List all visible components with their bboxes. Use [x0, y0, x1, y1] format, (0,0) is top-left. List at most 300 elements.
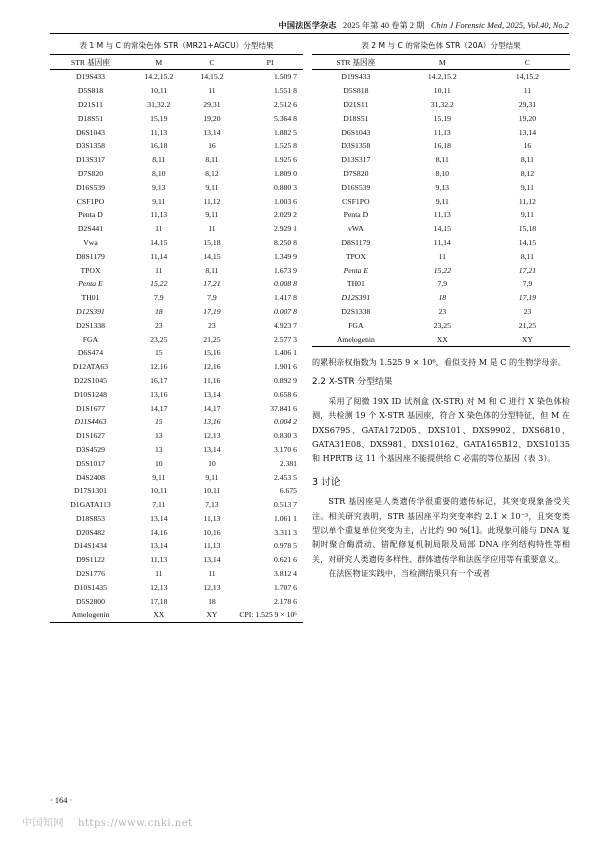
cell-m: 11,13 [150, 555, 168, 565]
cell-c: 29,31 [518, 99, 537, 109]
cell-c: 11,12 [203, 196, 221, 206]
watermark-url: https://www.cnki.net [78, 818, 193, 829]
cell-locus: FGA [348, 320, 364, 330]
cell-pi: 1.349 9 [273, 251, 297, 261]
cell-locus: Penta D [343, 210, 369, 220]
cell-pi: 2.929 1 [273, 224, 297, 234]
table-row [50, 346, 303, 360]
cell-locus: D16S539 [75, 182, 105, 192]
cell-c: 13,16 [203, 417, 221, 427]
cell-c: 15,18 [518, 224, 537, 234]
cell-m: 10,11 [433, 86, 451, 96]
table-row [50, 98, 303, 112]
cell-c: XY [485, 332, 570, 346]
cell-m: 9,11 [152, 196, 166, 206]
cell-locus: D12S391 [341, 293, 371, 303]
cell-m: 15,19 [433, 113, 451, 123]
cell-c: 14,15 [203, 251, 221, 261]
table-row [50, 332, 303, 346]
cell-c: 11 [208, 224, 216, 234]
cell-pi: 2.512 6 [273, 99, 297, 109]
cell-locus: D12S391 [76, 306, 105, 316]
cell-m: 11,13 [150, 127, 168, 137]
table-row [50, 318, 303, 332]
cell-c: 7,9 [522, 279, 533, 289]
cell-locus: D1GATA113 [70, 500, 111, 510]
table-row [50, 429, 303, 443]
cell-pi: 5.364 8 [273, 113, 297, 123]
cell-m: 9,11 [152, 472, 166, 482]
section-3-heading: 3 讨论 [312, 476, 341, 488]
cell-locus: D18S51 [77, 113, 104, 123]
cell-pi: 1.525 8 [273, 141, 297, 151]
cell-c: 13,14 [203, 555, 221, 565]
table-row [50, 580, 303, 594]
cell-locus: Vwa [83, 237, 98, 247]
cell-m: 15,22 [433, 265, 451, 275]
cell-c: 12,16 [203, 362, 221, 372]
cell-c: 13,14 [203, 127, 221, 137]
cell-c: 29,31 [203, 99, 221, 109]
paragraph-discussion-continued: 在法医物证实践中，当检测结果只有一个或者 [328, 568, 491, 579]
cell-m: 23,25 [433, 320, 451, 330]
cell-locus: D16S539 [341, 182, 371, 192]
cell-c: 9,11 [205, 182, 219, 192]
cell-m: 7,9 [153, 293, 164, 303]
cell-c: 11 [523, 86, 532, 96]
cell-locus: D3S4529 [75, 444, 105, 454]
cell-m: 14,15 [150, 237, 168, 247]
table-row [312, 236, 570, 250]
cell-locus: Penta E [78, 279, 103, 289]
table-row [50, 525, 303, 539]
cell-pi: 1.707 6 [273, 582, 297, 592]
cell-m: 14,17 [150, 403, 168, 413]
cell-locus: D5S818 [343, 86, 369, 96]
watermark [22, 814, 193, 829]
cell-m: 16,18 [433, 141, 451, 151]
cell-m: 10 [154, 458, 163, 468]
table-row [50, 305, 303, 319]
cell-m: 16,17 [150, 375, 168, 385]
cell-c: 11,12 [518, 196, 536, 206]
cell-c: 11 [208, 86, 216, 96]
cell-pi: 1.509 7 [273, 72, 297, 82]
cell-pi: 3.311 3 [274, 527, 297, 537]
table-row [312, 167, 570, 181]
table-row [50, 401, 303, 415]
page-number: · 164 · [50, 796, 73, 805]
cell-locus: CSF1PO [342, 196, 370, 206]
cell-locus: D5S2800 [75, 596, 105, 606]
cell-locus: TPOX [80, 265, 101, 275]
right-column [312, 40, 570, 581]
cell-locus: D2S441 [77, 224, 104, 234]
cell-locus: TPOX [345, 251, 366, 261]
cell-locus: D2S1338 [341, 306, 371, 316]
table-row [312, 263, 570, 277]
cell-locus: D10S1248 [74, 389, 107, 399]
cell-locus: FGA [82, 334, 99, 344]
cell-m: 13,14 [150, 541, 168, 551]
cell-c: 17,19 [518, 293, 537, 303]
table-row [50, 263, 303, 277]
cell-m: 8,11 [152, 155, 166, 165]
cell-locus: D7S820 [77, 168, 104, 178]
cell-pi: 0.004 2 [273, 417, 297, 427]
header-rule [50, 33, 569, 34]
cell-c: 13,14 [203, 389, 221, 399]
cell-c: 9,11 [520, 210, 534, 220]
table-row [50, 236, 303, 250]
table-row [312, 318, 570, 332]
cell-c: 11,16 [203, 375, 221, 385]
cell-locus: D11S4463 [74, 417, 107, 427]
cell-pi: 1.673 9 [273, 265, 297, 275]
table-row [50, 553, 303, 567]
table-row [50, 277, 303, 291]
cell-c: 17,21 [203, 279, 221, 289]
cell-pi: 0.880 3 [273, 182, 297, 192]
cell-locus: D3S1358 [341, 141, 371, 151]
cell-c: 8,12 [520, 168, 535, 178]
cell-c: 13,14 [518, 127, 537, 137]
cell-locus: D1S1627 [75, 431, 105, 441]
cell-locus: CSF1PO [76, 196, 105, 206]
cell-m: 18 [154, 306, 163, 316]
cell-c: 8,11 [520, 251, 534, 261]
cell-locus: D7S820 [343, 168, 369, 178]
table1-caption: 表 1 M 与 C 的常染色体 STR（MR21+AGCU）分型结果 [79, 41, 274, 50]
table-row [312, 249, 570, 263]
cell-m: 15,19 [150, 113, 168, 123]
cell-locus: D10S1435 [74, 582, 107, 592]
cell-pi: 6.675 [279, 486, 297, 496]
table1-body [50, 70, 303, 623]
cell-locus: D2S1338 [75, 320, 105, 330]
cell-pi: 3.170 6 [273, 444, 297, 454]
cell-m: 9,13 [152, 182, 166, 192]
cell-m: 7,9 [437, 279, 448, 289]
table-row [312, 208, 570, 222]
cell-pi: 0.978 5 [273, 541, 297, 551]
cell-m: 13,16 [150, 389, 168, 399]
table2-body [312, 70, 570, 347]
cell-pi: 2.577 3 [273, 334, 297, 344]
table-row [50, 608, 303, 622]
cell-c: 8,12 [205, 168, 219, 178]
cell-pi: 8.250 8 [273, 237, 297, 247]
cell-m: 15,22 [150, 279, 168, 289]
table-row [50, 443, 303, 457]
cell-m: 7,11 [152, 500, 166, 510]
cell-m: 8,11 [435, 155, 449, 165]
cell-locus: D20S482 [75, 527, 105, 537]
table1-header-locus: STR 基因座 [50, 55, 131, 70]
table1-header-c: C [187, 55, 238, 70]
journal-name-cn: 中国法医学杂志 [278, 21, 337, 30]
cell-m: 12,16 [150, 362, 168, 372]
cell-locus: D8S1179 [341, 237, 371, 247]
table-row [312, 305, 570, 319]
table-row [312, 180, 570, 194]
cell-c: 16 [208, 141, 216, 151]
cell-locus: D5S1017 [75, 458, 105, 468]
cell-locus: Amelogenin [312, 332, 400, 346]
cell-locus: D12ATA63 [72, 362, 109, 372]
table-row [312, 277, 570, 291]
cell-m: 15 [154, 417, 163, 427]
table-row [50, 111, 303, 125]
table-row [50, 415, 303, 429]
cell-pi: 2.453 5 [273, 472, 297, 482]
cell-pi: 1.417 8 [273, 293, 297, 303]
cell-pi: 1.551 8 [273, 86, 297, 96]
cell-pi: CPI: 1.525 9 × 10⁶ [237, 608, 303, 622]
cell-m: 14,15 [433, 224, 451, 234]
cell-pi: 2.178 6 [273, 596, 297, 606]
cell-c: 9,11 [205, 210, 219, 220]
cell-m: 11,14 [433, 237, 451, 247]
cell-c: 7,13 [205, 500, 219, 510]
cell-c: 8,11 [205, 265, 219, 275]
cell-c: 7,9 [207, 293, 217, 303]
cell-c: 11,13 [203, 513, 221, 523]
cell-locus: D2S1776 [75, 569, 105, 579]
cell-m: 11,13 [433, 127, 451, 137]
cell-c: 21,25 [203, 334, 221, 344]
cell-pi: 1.061 1 [273, 513, 297, 523]
table-row [50, 84, 303, 98]
cell-m: 11,14 [150, 251, 168, 261]
cell-c: 9,11 [520, 182, 534, 192]
cell-locus: D9S1122 [76, 555, 105, 565]
table-row [312, 98, 570, 112]
cell-c: 11,13 [203, 541, 221, 551]
cell-c: 10,11 [203, 486, 221, 496]
table1-header-m: M [131, 55, 187, 70]
cell-locus: D19S433 [341, 72, 371, 82]
cell-c: 11 [208, 569, 216, 579]
table-row [312, 70, 570, 84]
cell-m: 14.2,15.2 [144, 72, 174, 82]
cell-locus: D17S1301 [74, 486, 107, 496]
section-2-2-heading: 2.2 X-STR 分型结果 [312, 377, 393, 388]
table-row [50, 539, 303, 553]
cell-pi: 1.406 1 [273, 348, 297, 358]
cell-m: 13 [154, 431, 163, 441]
cell-m: 11 [438, 251, 446, 261]
cell-m: 17,18 [150, 596, 168, 606]
cell-pi: 0.621 6 [273, 555, 297, 565]
table-row [312, 125, 570, 139]
table-row [50, 456, 303, 470]
cell-pi: 0.008 8 [273, 279, 297, 289]
paragraph-cpi: 的累积亲权指数为 1.525 9 × 10⁶，看似支持 M 是 C 的生物学母亲。 [312, 356, 566, 367]
table-row [312, 84, 570, 98]
cell-c: 19,20 [518, 113, 537, 123]
cell-pi: 0.658 6 [273, 389, 297, 399]
cell-locus: D6S474 [77, 348, 104, 358]
cell-c: XY [187, 608, 238, 622]
table1 [50, 54, 303, 623]
cell-m: 11 [155, 265, 163, 275]
cell-m: 23,25 [150, 334, 168, 344]
cell-locus: D22S1045 [74, 375, 107, 385]
cell-locus: D21S11 [343, 99, 369, 109]
cell-locus: D1S1677 [75, 403, 105, 413]
watermark-cn: 中国知网 [22, 818, 64, 829]
cell-m: 31,32.2 [430, 99, 454, 109]
table-row [50, 512, 303, 526]
cell-pi: 0.513 7 [273, 500, 297, 510]
table-row [50, 360, 303, 374]
cell-c: 14,15 [518, 237, 537, 247]
cell-c: 12,13 [203, 431, 221, 441]
table-row [312, 111, 570, 125]
table-row [50, 222, 303, 236]
cell-m: XX [131, 608, 187, 622]
table-row [50, 180, 303, 194]
cell-c: 15,16 [203, 348, 221, 358]
cell-c: 17,19 [203, 306, 221, 316]
table-row [50, 291, 303, 305]
cell-c: 16 [523, 141, 532, 151]
cell-m: 11 [155, 569, 163, 579]
cell-c: 19,20 [203, 113, 221, 123]
cell-pi: 4.923 7 [273, 320, 297, 330]
table2-header-m: M [400, 55, 485, 70]
cell-pi: 3.812 4 [273, 569, 297, 579]
table-row [50, 153, 303, 167]
table-row [50, 167, 303, 181]
cell-c: 21,25 [518, 320, 537, 330]
issue-info: 2025 年第 40 卷第 2 期 [343, 21, 425, 30]
cell-c: 14,15.2 [200, 72, 224, 82]
cell-c: 23 [523, 306, 532, 316]
cell-c: 12,13 [203, 582, 221, 592]
cell-locus: vWA [347, 224, 364, 234]
cell-c: 14,15.2 [515, 72, 539, 82]
journal-name-en: Chin J Forensic Med, 2025, Vol.40, No.2 [431, 21, 569, 30]
cell-m: 13 [154, 444, 163, 454]
cell-m: 23 [438, 306, 447, 316]
running-head [279, 20, 569, 31]
cell-pi: 2.029 2 [273, 210, 297, 220]
table-row [312, 291, 570, 305]
cell-locus: D6S1043 [75, 127, 105, 137]
table-row [312, 153, 570, 167]
table2 [312, 54, 570, 347]
cell-pi: 1.882 5 [273, 127, 297, 137]
table-row [50, 125, 303, 139]
cell-locus: D14S1434 [74, 541, 107, 551]
cell-locus: D3S1358 [75, 141, 105, 151]
cell-m: 9,13 [435, 182, 449, 192]
cell-m: 23 [154, 320, 163, 330]
cell-locus: TH01 [346, 279, 365, 289]
cell-c: 15,18 [203, 237, 221, 247]
table-row [50, 194, 303, 208]
table-row [312, 332, 570, 346]
cell-pi: 0.892 9 [273, 375, 297, 385]
table-row [50, 208, 303, 222]
cell-locus: D18S51 [343, 113, 369, 123]
table-row [312, 139, 570, 153]
cell-c: 23 [208, 320, 216, 330]
table-row [50, 139, 303, 153]
cell-m: 31,32.2 [147, 99, 171, 109]
cell-m: 12,13 [150, 582, 168, 592]
table-row [50, 498, 303, 512]
paragraph-xstr: 采用了阅微 19X ID 试剂盒 (X-STR) 对 M 和 C 进行 X 染色体检测，共检测 19 个 X-STR 基因座，符合 X 染色体的分型特征，但 M 在 DXS6795、GATA172D05、DXS101、DXS9902、DXS6810、GATA31E08、DXS981、DXS10162、GATA165B12、DXS10135 和 HPRTB 这 11 个基因座不能提供给 C 必需的等位基因（表 3）。 [312, 395, 570, 464]
cell-locus: D5S818 [77, 86, 104, 96]
cell-locus: D13S317 [75, 155, 105, 165]
cell-m: 18 [438, 293, 447, 303]
cell-c: 17,21 [518, 265, 537, 275]
paragraph-discussion: STR 基因座是人类遗传学很重要的遗传标记，其突变现象备受关注。相关研究表明，STR 基因座平均突变率约 2.1 × 10⁻³，且突变类型以单个重复单位突变为主，占比约 90 %[1]。此现象可能与 DNA 复制时聚合酶滑动、错配修复机制局限及局部 DNA 序列结构特性等相关，对研究人类遗传多样性、群体遗传学和法医学应用等有重要意义。 [312, 496, 570, 564]
cell-m: 16,18 [150, 141, 168, 151]
cell-locus: D13S317 [341, 155, 371, 165]
cell-pi: 37.841 6 [270, 403, 297, 413]
cell-locus: D18S853 [75, 513, 105, 523]
table-row [50, 387, 303, 401]
table-row [50, 249, 303, 263]
cell-c: 8,11 [520, 155, 534, 165]
cell-pi: 2.381 [279, 458, 297, 468]
table-row [50, 594, 303, 608]
cell-m: 15 [154, 348, 163, 358]
cell-locus: TH01 [81, 293, 100, 303]
cell-m: 11,13 [150, 210, 168, 220]
cell-m: 13,14 [150, 513, 168, 523]
cell-c: 10 [208, 458, 216, 468]
article-body [312, 355, 570, 581]
table1-header-pi: PI [237, 55, 303, 70]
table-row [312, 194, 570, 208]
cell-locus: Penta E [343, 265, 369, 275]
cell-m: XX [400, 332, 485, 346]
cell-locus: Amelogenin [50, 608, 131, 622]
cell-m: 11,13 [433, 210, 451, 220]
cell-m: 8,10 [152, 168, 166, 178]
cell-m: 10,11 [150, 486, 168, 496]
cell-locus: D21S11 [78, 99, 103, 109]
table-row [50, 374, 303, 388]
cell-m: 9,11 [435, 196, 449, 206]
cell-pi: 0.007 8 [273, 306, 297, 316]
cell-m: 14,16 [150, 527, 168, 537]
cell-locus: D4S2408 [75, 472, 105, 482]
table-row [50, 470, 303, 484]
table2-header-locus: STR 基因座 [312, 55, 400, 70]
cell-pi: 0.830 3 [273, 431, 297, 441]
table2-header-c: C [485, 55, 570, 70]
cell-pi: 1.809 0 [273, 168, 297, 178]
table-row [50, 70, 303, 84]
left-column [50, 40, 303, 623]
cell-m: 14.2,15.2 [427, 72, 457, 82]
cell-m: 8,10 [435, 168, 449, 178]
cell-c: 8,11 [205, 155, 219, 165]
cell-m: 11 [155, 224, 163, 234]
cell-c: 13,14 [203, 444, 221, 454]
cell-pi: 1.003 6 [273, 196, 297, 206]
cell-c: 18 [208, 596, 216, 606]
table-row [312, 222, 570, 236]
cell-c: 14,17 [203, 403, 221, 413]
cell-locus: D19S433 [75, 72, 105, 82]
